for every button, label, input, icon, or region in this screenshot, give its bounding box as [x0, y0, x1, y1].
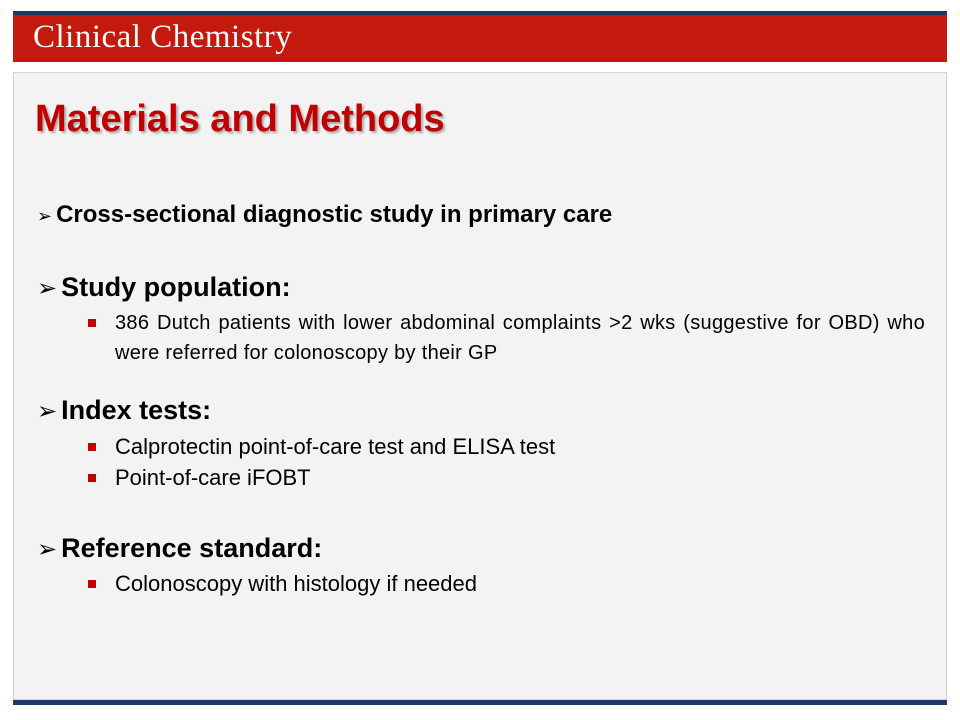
bottom-rule — [13, 700, 947, 705]
journal-title: Clinical Chemistry — [33, 19, 293, 55]
slide-title: Materials and Methods — [35, 98, 445, 140]
bullet-study-design — [37, 201, 927, 229]
subitem-ifobt — [115, 463, 925, 493]
subitem-study-population — [115, 308, 925, 368]
arrowhead-bullet-icon: ➢ — [37, 275, 58, 302]
subitem-text: Colonoscopy with histology if needed — [115, 571, 478, 596]
square-bullet-icon — [88, 580, 96, 588]
subitem-text: 386 Dutch patients with lower abdominal complaints >2 wks (suggestive for OBD) who were referred for colonoscopy by their GP — [115, 312, 925, 364]
square-bullet-icon — [88, 443, 96, 451]
subitem-calprotectin — [115, 432, 925, 462]
arrowhead-bullet-icon: ➢ — [37, 536, 58, 563]
bullet-study-population — [37, 272, 927, 303]
bullet-text: Study population: — [61, 272, 291, 302]
subitem-text: Calprotectin point-of-care test and ELISA test — [115, 434, 556, 459]
bullet-text: Index tests: — [61, 395, 212, 425]
bullet-reference-standard — [37, 533, 927, 564]
arrowhead-bullet-icon: ➢ — [37, 206, 53, 226]
bullet-text: Reference standard: — [61, 533, 323, 563]
slide-panel — [13, 72, 947, 700]
square-bullet-icon — [88, 474, 96, 482]
arrowhead-bullet-icon: ➢ — [37, 398, 58, 425]
bullet-text: Cross-sectional diagnostic study in primary care — [56, 201, 613, 228]
square-bullet-icon — [88, 319, 96, 327]
subitem-colonoscopy — [115, 569, 925, 599]
journal-banner — [13, 15, 947, 62]
subitem-text: Point-of-care iFOBT — [115, 465, 311, 490]
bullet-index-tests — [37, 395, 927, 426]
